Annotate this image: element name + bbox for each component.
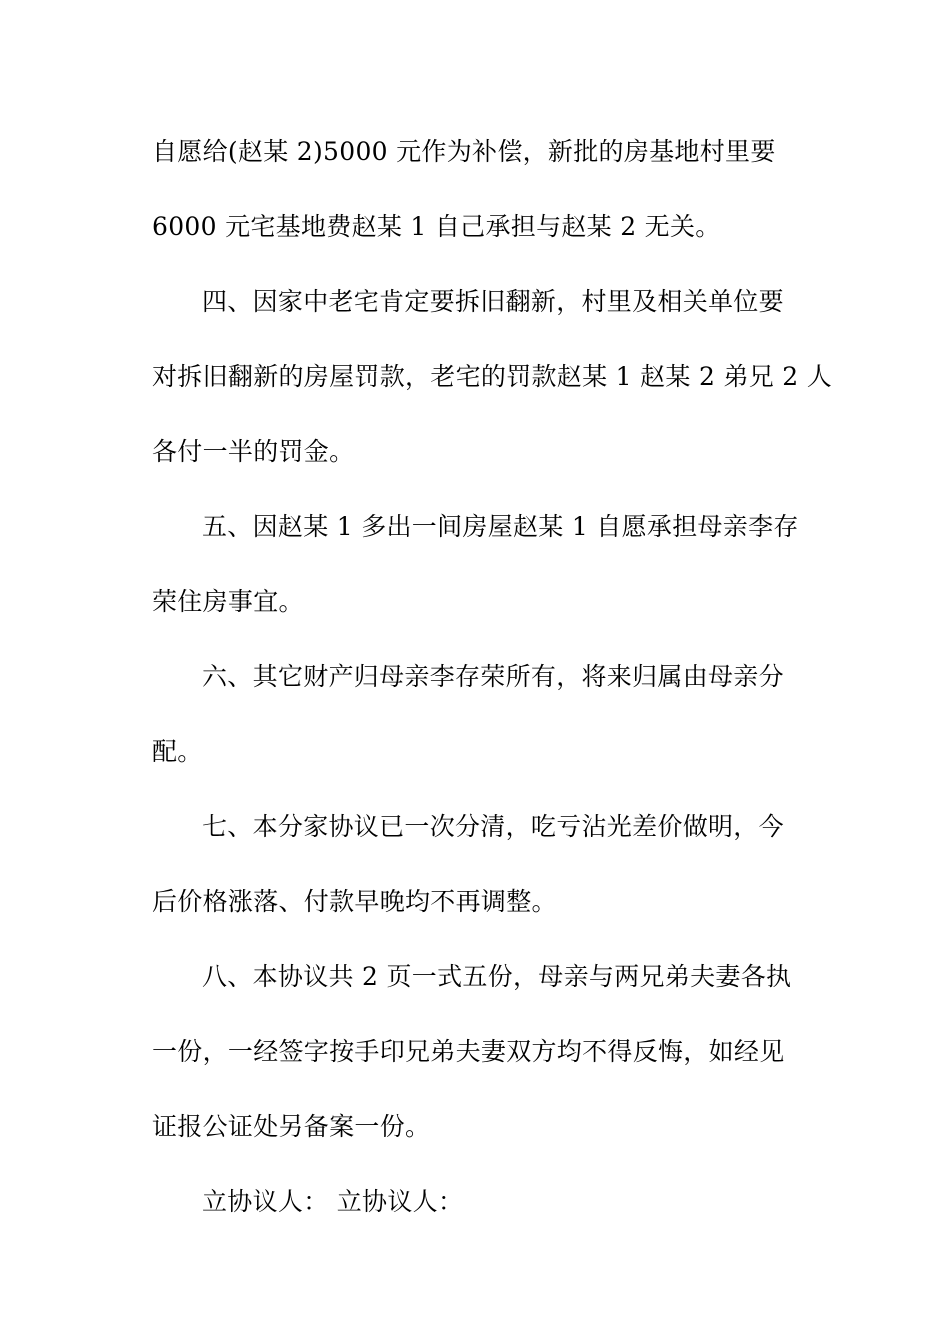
clause-6-line-2: 配。 [152, 737, 203, 766]
clause-4-line-2: 对拆旧翻新的房屋罚款，老宅的罚款赵某 1 赵某 2 弟兄 2 人 [152, 362, 832, 391]
clause-7-line-2: 后价格涨落、付款早晚均不再调整。 [152, 887, 557, 916]
clause-7-line-1: 七、本分家协议已一次分清，吃亏沾光差价做明，今 [202, 812, 784, 841]
clause-8-line-2: 一份，一经签字按手印兄弟夫妻双方均不得反悔，如经见 [152, 1037, 785, 1066]
text-line-1: 自愿给(赵某 2)5000 元作为补偿，新批的房基地村里要 [152, 137, 776, 166]
clause-5-line-1: 五、因赵某 1 多出一间房屋赵某 1 自愿承担母亲李存 [202, 512, 799, 541]
signatory-line: 立协议人： 立协议人： [202, 1187, 464, 1216]
clause-8-line-1: 八、本协议共 2 页一式五份，母亲与两兄弟夫妻各执 [202, 962, 792, 991]
clause-5-line-2: 荣住房事宜。 [152, 587, 304, 616]
clause-4-line-1: 四、因家中老宅肯定要拆旧翻新，村里及相关单位要 [202, 287, 784, 316]
clause-8-line-3: 证报公证处另备案一份。 [152, 1112, 431, 1141]
clause-4-line-3: 各付一半的罚金。 [152, 437, 355, 466]
text-line-2: 6000 元宅基地费赵某 1 自己承担与赵某 2 无关。 [152, 212, 721, 241]
clause-6-line-1: 六、其它财产归母亲李存荣所有，将来归属由母亲分 [202, 662, 784, 691]
